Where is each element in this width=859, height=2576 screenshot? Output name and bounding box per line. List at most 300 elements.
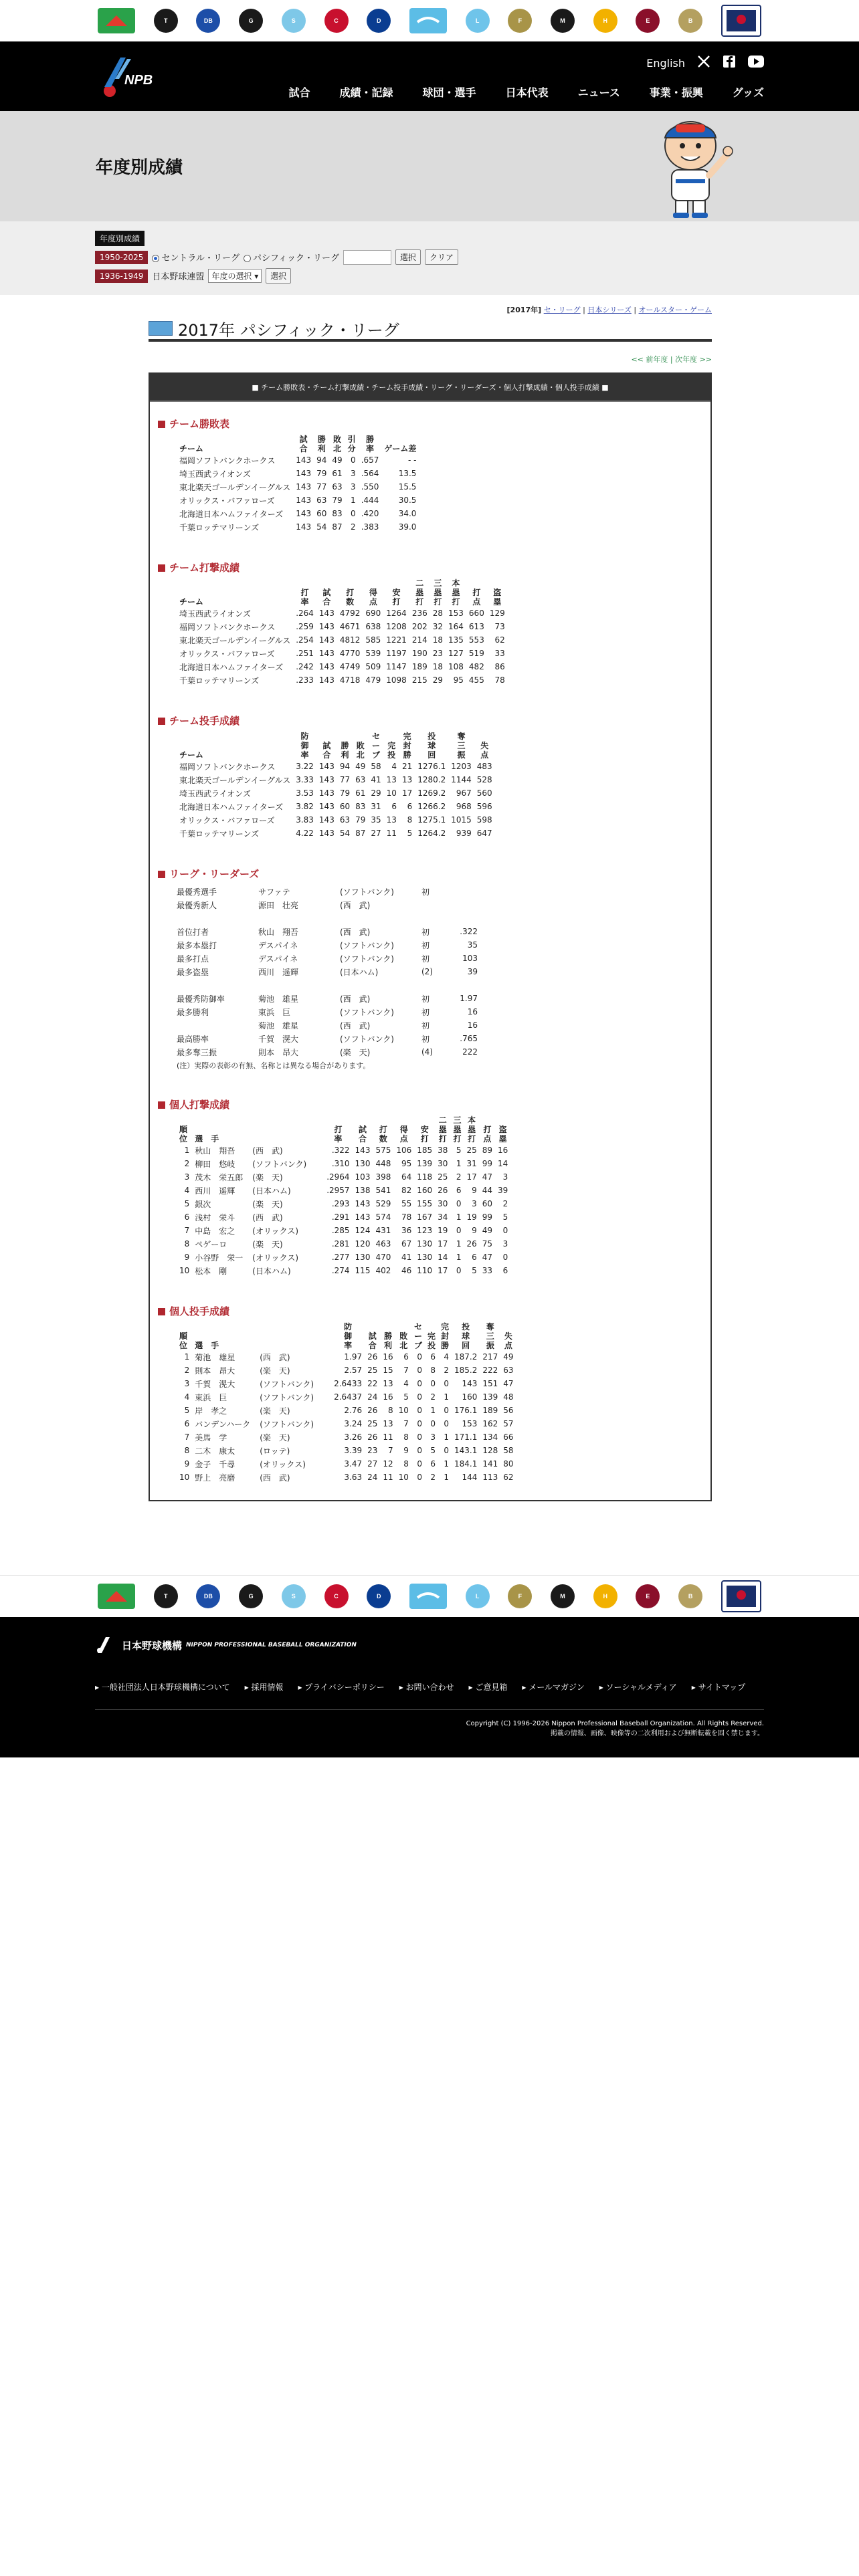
table-cell: 130 [355, 1159, 371, 1168]
table-cell: 6 [472, 1253, 477, 1262]
table-cell: 9 [472, 1186, 477, 1195]
table-cell: 10 [398, 1406, 409, 1415]
leader-cell: 最多本塁打 [177, 940, 217, 950]
table-cell: 6 [403, 1352, 409, 1362]
table-cell: 0 [417, 1432, 422, 1442]
table-cell: 95 [453, 675, 464, 685]
table-cell: 則本 昂大 [195, 1366, 235, 1376]
table-cell: 福岡ソフトバンクホークス [179, 622, 276, 632]
select-button-old[interactable]: 選択 [266, 268, 291, 284]
table-cell: 1264.2 [417, 829, 446, 838]
table-cell: 1203 [451, 762, 472, 771]
table-cell: オリックス・バファローズ [179, 815, 275, 825]
table-cell: バンデンハーク [195, 1419, 251, 1429]
npb-logo-text: NPB [124, 73, 153, 88]
table-cell: 0 [351, 509, 356, 518]
table-cell: 西川 遥輝 [195, 1186, 235, 1196]
table-cell: 2 [456, 1172, 462, 1182]
table-cell: 34 [438, 1212, 448, 1222]
table-cell: 58 [371, 762, 381, 771]
table-cell: 26 [367, 1406, 378, 1415]
team-logo-swallows-icon[interactable]: S [282, 1584, 306, 1608]
table-cell: 4 [184, 1186, 190, 1195]
table-cell: 46 [401, 1266, 412, 1275]
table-cell: (楽 天) [260, 1432, 290, 1442]
table-row [177, 1210, 510, 1224]
nav-item-4[interactable]: ニュース [577, 86, 620, 99]
select-button[interactable]: 選択 [395, 249, 421, 265]
col-header: 打 数 [379, 1125, 387, 1144]
leader-cell: 初 [421, 994, 430, 1004]
table-cell: 岸 孝之 [195, 1406, 227, 1416]
table-cell: 3 [502, 1172, 508, 1182]
table-row [177, 773, 495, 786]
table-cell: 143 [355, 1212, 371, 1222]
leader-cell: (西 武) [340, 1021, 371, 1031]
footer-logo[interactable] [95, 1636, 357, 1654]
table-cell: 北海道日本ハムファイターズ [179, 509, 284, 519]
table-cell: 美馬 学 [195, 1432, 227, 1442]
table-cell: 3.22 [296, 762, 314, 771]
table-cell: 0 [430, 1379, 436, 1388]
table-cell: 463 [375, 1239, 391, 1249]
col-header: 奪 三 振 [457, 732, 466, 760]
table-cell: 1 [184, 1146, 190, 1155]
table-cell: 638 [365, 622, 381, 631]
table-cell: 4792 [339, 609, 361, 618]
pacific-league-logo-icon[interactable] [98, 8, 135, 33]
table-cell: 184.1 [454, 1459, 478, 1469]
team-logo-giants-icon[interactable]: G [239, 1584, 263, 1608]
nav-item-0[interactable]: 試合 [288, 86, 310, 99]
table-cell: 86 [494, 662, 505, 671]
table-cell: .2957 [326, 1186, 350, 1195]
col-header: 失 点 [480, 741, 489, 760]
leader-cell: 最高勝率 [177, 1034, 209, 1044]
x-icon[interactable] [697, 55, 710, 71]
col-header: 完 投 [387, 741, 396, 760]
table-cell: 2.6433 [334, 1379, 363, 1388]
table-cell: 0 [417, 1392, 422, 1402]
table-cell: 63 [503, 1366, 514, 1375]
table-cell: 6 [184, 1212, 190, 1222]
table-cell: .277 [331, 1253, 350, 1262]
table-cell: オリックス・バファローズ [179, 649, 275, 659]
table-cell: 31 [371, 802, 381, 811]
table-cell: 0 [430, 1419, 436, 1428]
table-cell: 11 [383, 1432, 393, 1442]
leader-cell: 222 [462, 1047, 478, 1057]
col-header: 打 数 [346, 588, 355, 607]
table-cell: 25 [438, 1172, 448, 1182]
ind-pitching-table [177, 1322, 516, 1484]
team-logo-buffaloes-icon[interactable]: B [678, 9, 702, 33]
team-logo-dragons-icon[interactable]: D [367, 1584, 391, 1608]
table-cell: 浅村 栄斗 [195, 1212, 235, 1222]
table-cell: 1 [456, 1253, 462, 1262]
team-logo-baystars-icon[interactable]: DB [196, 1584, 220, 1608]
team-logo-marines-icon[interactable]: M [551, 1584, 575, 1608]
team-logo-hawks-icon[interactable]: H [593, 9, 617, 33]
table-cell: 448 [375, 1159, 391, 1168]
col-header: 勝 利 [317, 435, 326, 453]
team-logo-lions-icon[interactable]: L [466, 1584, 490, 1608]
footer-link-2[interactable]: ▸ プライバシーポリシー [298, 1683, 385, 1692]
table-cell: 55 [401, 1199, 412, 1208]
table-cell: 26 [438, 1186, 448, 1195]
team-logo-tigers-icon[interactable]: T [154, 1584, 178, 1608]
table-cell: 埼玉西武ライオンズ [179, 788, 251, 798]
col-header: 順 位 [179, 1331, 188, 1350]
table-cell: 60 [339, 802, 351, 811]
table-cell: 6 [407, 802, 413, 811]
col-header: 二 塁 打 [438, 1115, 447, 1144]
stats-box-header[interactable]: ■ チーム勝敗表・チーム打撃成績・チーム投手成績・リーグ・リーダーズ・個人打撃成績・個人投手成績 ■ [150, 374, 710, 402]
table-cell: 32 [432, 622, 444, 631]
youtube-icon[interactable] [748, 56, 764, 70]
main-content [149, 304, 712, 1501]
table-cell: 0 [444, 1406, 449, 1415]
team-logo-eagles-icon[interactable]: E [636, 9, 660, 33]
table-cell: 39.0 [398, 522, 417, 532]
facebook-icon[interactable] [723, 55, 736, 71]
nav-item-2[interactable]: 球団・選手 [422, 86, 476, 99]
table-cell: 189 [411, 662, 427, 671]
table-cell: 4671 [339, 622, 361, 631]
footer-link-6[interactable]: ▸ ソーシャルメディア [599, 1683, 677, 1692]
table-cell: 129 [489, 609, 505, 618]
table-cell: 0 [417, 1419, 422, 1428]
table-row [177, 1404, 516, 1417]
table-cell: 6 [430, 1352, 436, 1362]
table-cell: 214 [411, 635, 427, 645]
table-row [177, 1377, 516, 1390]
table-header-row [177, 1115, 510, 1144]
footer-divider [95, 1709, 764, 1710]
table-cell: 144 [462, 1473, 478, 1482]
table-cell: 185.2 [454, 1366, 478, 1375]
table-cell: 79 [332, 496, 343, 505]
table-cell: (西 武) [252, 1146, 283, 1156]
table-cell: 236 [411, 609, 427, 618]
table-cell: 49 [332, 455, 343, 465]
leader-cell: 103 [462, 954, 478, 963]
col-header: 打 点 [472, 588, 481, 607]
table-cell: 0 [351, 455, 356, 465]
table-row [177, 760, 495, 773]
table-cell: 78 [401, 1212, 412, 1222]
nav-item-6[interactable]: グッズ [732, 86, 764, 99]
section-ind-pitching [158, 1304, 702, 1484]
table-row [177, 1350, 516, 1364]
table-cell: 北海道日本ハムファイターズ [179, 802, 284, 812]
table-cell: .233 [296, 675, 314, 685]
team-logo-fighters-icon[interactable]: F [508, 1584, 532, 1608]
table-cell: 5 [472, 1266, 477, 1275]
leader-cell: .322 [460, 927, 478, 936]
table-cell: (楽 天) [252, 1199, 283, 1209]
team-logo-carp-icon[interactable]: C [324, 9, 349, 33]
table-cell: 23 [367, 1446, 378, 1455]
pacific-league-logo-icon[interactable] [98, 1584, 135, 1609]
table-cell: 8 [430, 1366, 436, 1375]
table-cell: 10 [179, 1473, 190, 1482]
table-row [177, 633, 508, 647]
npb-logo[interactable] [95, 53, 157, 100]
prev-next-links[interactable]: << 前年度 | 次年度 >> [631, 355, 712, 364]
table-cell: 162 [482, 1419, 498, 1428]
table-cell: 1280.2 [417, 775, 446, 784]
nav-item-3[interactable]: 日本代表 [505, 86, 549, 99]
table-cell: 0 [456, 1199, 462, 1208]
table-cell: 127 [448, 649, 464, 658]
table-cell: (オリックス) [252, 1253, 299, 1263]
table-cell: 23 [432, 649, 444, 658]
radio-central-dot[interactable] [152, 255, 159, 262]
leaders-gap [177, 911, 702, 925]
table-cell: 17 [466, 1172, 477, 1182]
table-cell: 143 [296, 455, 312, 465]
table-cell: 小谷野 栄一 [195, 1253, 244, 1263]
table-cell: .310 [331, 1159, 350, 1168]
table-cell: 95 [401, 1159, 412, 1168]
table-cell: 647 [476, 829, 492, 838]
table-cell: 野上 亮磨 [195, 1473, 235, 1483]
table-cell: (オリックス) [260, 1459, 306, 1469]
team-logo-band-bottom [0, 1575, 859, 1616]
table-cell: 2.76 [344, 1406, 363, 1415]
table-row [177, 660, 508, 673]
clear-button[interactable]: クリア [425, 249, 458, 265]
current-year: [2017年] [506, 306, 542, 314]
leader-cell: 初 [421, 1007, 430, 1017]
table-cell: 17 [438, 1239, 448, 1249]
table-cell: 61 [355, 788, 366, 798]
table-cell: 6 [430, 1459, 436, 1469]
team-logo-eagles-icon[interactable]: E [636, 1584, 660, 1608]
radio-pacific[interactable] [244, 251, 339, 263]
table-cell: 5 [184, 1199, 190, 1208]
leader-cell: 16 [467, 1007, 478, 1016]
table-cell: 143 [318, 649, 335, 658]
col-header: 順 位 [179, 1125, 188, 1144]
table-cell: 7 [388, 1446, 393, 1455]
col-header: ゲーム差 [384, 444, 417, 453]
table-cell: 0 [417, 1366, 422, 1375]
table-cell: 2 [184, 1366, 190, 1375]
team-logo-carp-icon[interactable]: C [324, 1584, 349, 1608]
leader-cell: 16 [467, 1021, 478, 1030]
footer-link-1[interactable]: ▸ 採用情報 [244, 1683, 284, 1692]
team-logo-marines-icon[interactable]: M [551, 9, 575, 33]
table-cell: 4718 [339, 675, 361, 685]
table-cell: 30 [438, 1199, 448, 1208]
table-cell: 千賀 滉大 [195, 1379, 235, 1389]
leader-row [177, 965, 702, 978]
link-series[interactable]: 日本シリーズ [587, 306, 632, 314]
table-cell: 560 [476, 788, 492, 798]
table-cell: 9 [472, 1226, 477, 1235]
central-league-logo-icon[interactable] [409, 8, 447, 33]
table-cell: 47 [482, 1172, 493, 1182]
section-team-pitching [158, 714, 702, 840]
col-header: 試 合 [322, 588, 331, 607]
footer [0, 1617, 859, 1757]
leader-cell: 最優秀防御率 [177, 994, 225, 1004]
table-cell: 1221 [386, 635, 407, 645]
english-link[interactable]: English [646, 56, 685, 70]
section-team-batting [158, 560, 702, 687]
table-cell: 41 [371, 775, 381, 784]
col-header: 失 点 [504, 1331, 512, 1350]
nav-item-1[interactable]: 成績・記録 [339, 86, 393, 99]
radio-pacific-label: パシフィック・リーグ [253, 253, 340, 263]
team-logos-bottom [95, 1580, 764, 1612]
table-cell: 176.1 [454, 1406, 478, 1415]
table-cell: 二木 康太 [195, 1446, 235, 1456]
table-cell: 7 [184, 1432, 190, 1442]
table-cell: 164 [448, 622, 464, 631]
table-cell: 67 [401, 1239, 412, 1249]
team-logo-baystars-icon[interactable]: DB [196, 9, 220, 33]
table-cell: 3.24 [344, 1419, 363, 1428]
table-cell: 130 [417, 1239, 433, 1249]
central-league-logo-icon[interactable] [409, 1584, 447, 1609]
table-cell: 16 [383, 1352, 393, 1362]
table-cell: 83 [332, 509, 343, 518]
stats-box [149, 372, 712, 1501]
table-cell: 6 [391, 802, 397, 811]
table-cell: 660 [468, 609, 484, 618]
footer-copyright [466, 1719, 764, 1739]
table-cell: 528 [476, 775, 492, 784]
col-header: 三 塁 打 [453, 1115, 462, 1144]
table-cell: 19 [466, 1212, 477, 1222]
table-cell: 1 [456, 1159, 462, 1168]
table-cell: 0 [417, 1473, 422, 1482]
table-cell: 99 [482, 1212, 493, 1222]
table-cell: .293 [331, 1199, 350, 1208]
nav-item-5[interactable]: 事業・振興 [649, 86, 703, 99]
table-row [177, 1444, 516, 1457]
team-logo-buffaloes-icon[interactable]: B [678, 1584, 702, 1608]
table-cell: 190 [411, 649, 427, 658]
stats-box-inner [150, 402, 710, 1500]
team-logo-giants-icon[interactable]: G [239, 9, 263, 33]
table-cell: 939 [456, 829, 472, 838]
year-input[interactable] [343, 250, 391, 265]
copyright-line: Copyright (C) 1996-2026 Nippon Professional Baseball Organization. All Rights Reserved. [466, 1720, 764, 1727]
table-cell: 141 [482, 1459, 498, 1469]
footer-link-3[interactable]: ▸ お問い合わせ [399, 1683, 454, 1692]
table-cell: 0 [417, 1459, 422, 1469]
table-cell: .383 [361, 522, 379, 532]
col-header: 打 点 [483, 1125, 492, 1144]
team-logo-swallows-icon[interactable]: S [282, 9, 306, 33]
table-cell: 3.82 [296, 802, 314, 811]
link-allstar[interactable]: オールスター・ゲーム [638, 306, 712, 314]
footer-link-0[interactable]: ▸ 一般社団法人日本野球機構について [95, 1683, 230, 1692]
table-cell: 4 [403, 1379, 409, 1388]
table-cell: (楽 天) [252, 1172, 283, 1182]
table-cell: 17 [401, 788, 413, 798]
table-cell: 5 [407, 829, 413, 838]
col-header: 打 率 [300, 588, 309, 607]
leader-cell: 最優秀選手 [177, 887, 217, 897]
table-cell: 54 [339, 829, 351, 838]
table-cell: 8 [388, 1406, 393, 1415]
table-cell: 2 [430, 1473, 436, 1482]
table-cell: 8 [403, 1459, 409, 1469]
table-cell: 66 [503, 1432, 514, 1442]
col-header: チーム [179, 750, 204, 760]
table-row [177, 800, 495, 813]
table-cell: 北海道日本ハムファイターズ [179, 662, 284, 672]
table-cell: 118 [417, 1172, 433, 1182]
table-cell: 0 [444, 1446, 449, 1455]
global-nav [0, 41, 859, 111]
table-cell: 115 [355, 1266, 371, 1275]
table-cell: 519 [468, 649, 484, 658]
table-cell: .322 [331, 1146, 350, 1155]
standings-table [177, 435, 419, 534]
link-central[interactable]: セ・リーグ [543, 306, 581, 314]
table-cell: 11 [386, 829, 397, 838]
table-cell: (楽 天) [252, 1239, 283, 1249]
tag-yearly-stats: 年度別成績 [95, 231, 145, 246]
table-cell: 470 [375, 1253, 391, 1262]
table-cell: .274 [331, 1266, 350, 1275]
table-cell: 41 [401, 1253, 412, 1262]
radio-pacific-dot[interactable] [244, 255, 251, 262]
team-logo-band-top [0, 0, 859, 41]
col-header: 安 打 [392, 588, 401, 607]
year-select[interactable]: 年度の選択 ▾ [208, 269, 262, 283]
table-cell: (西 武) [260, 1473, 290, 1483]
table-cell: 143.1 [454, 1446, 478, 1455]
samurai-japan-logo-icon[interactable] [721, 1580, 761, 1612]
table-cell: 34.0 [398, 509, 417, 518]
footer-link-7[interactable]: ▸ サイトマップ [691, 1683, 746, 1692]
table-cell: 49 [503, 1352, 514, 1362]
footer-link-5[interactable]: ▸ メールマガジン [522, 1683, 585, 1692]
table-cell: 110 [417, 1266, 433, 1275]
team-logo-lions-icon[interactable]: L [466, 9, 490, 33]
leader-cell: 秋山 翔吾 [258, 927, 299, 937]
leader-cell: 最多盗塁 [177, 967, 209, 977]
table-cell: 茂木 栄五郎 [195, 1172, 244, 1182]
table-cell: 1098 [386, 675, 407, 685]
col-header: 得 点 [369, 588, 377, 607]
table-cell: (楽 天) [260, 1406, 290, 1416]
table-cell: 585 [365, 635, 381, 645]
table-cell: 139 [482, 1392, 498, 1402]
team-logo-dragons-icon[interactable]: D [367, 9, 391, 33]
table-cell: .254 [296, 635, 314, 645]
team-logo-tigers-icon[interactable]: T [154, 9, 178, 33]
table-cell: 58 [503, 1446, 514, 1455]
samurai-japan-logo-icon[interactable] [721, 5, 761, 37]
footer-link-4[interactable]: ▸ ご意見箱 [468, 1683, 508, 1692]
table-row [177, 1170, 510, 1184]
footer-links [95, 1681, 745, 1693]
team-logo-hawks-icon[interactable]: H [593, 1584, 617, 1608]
team-logo-fighters-icon[interactable]: F [508, 9, 532, 33]
leaders-list [177, 885, 702, 1059]
table-cell: 4 [184, 1392, 190, 1402]
table-cell: (日本ハム) [252, 1266, 291, 1276]
radio-central[interactable] [152, 251, 240, 263]
